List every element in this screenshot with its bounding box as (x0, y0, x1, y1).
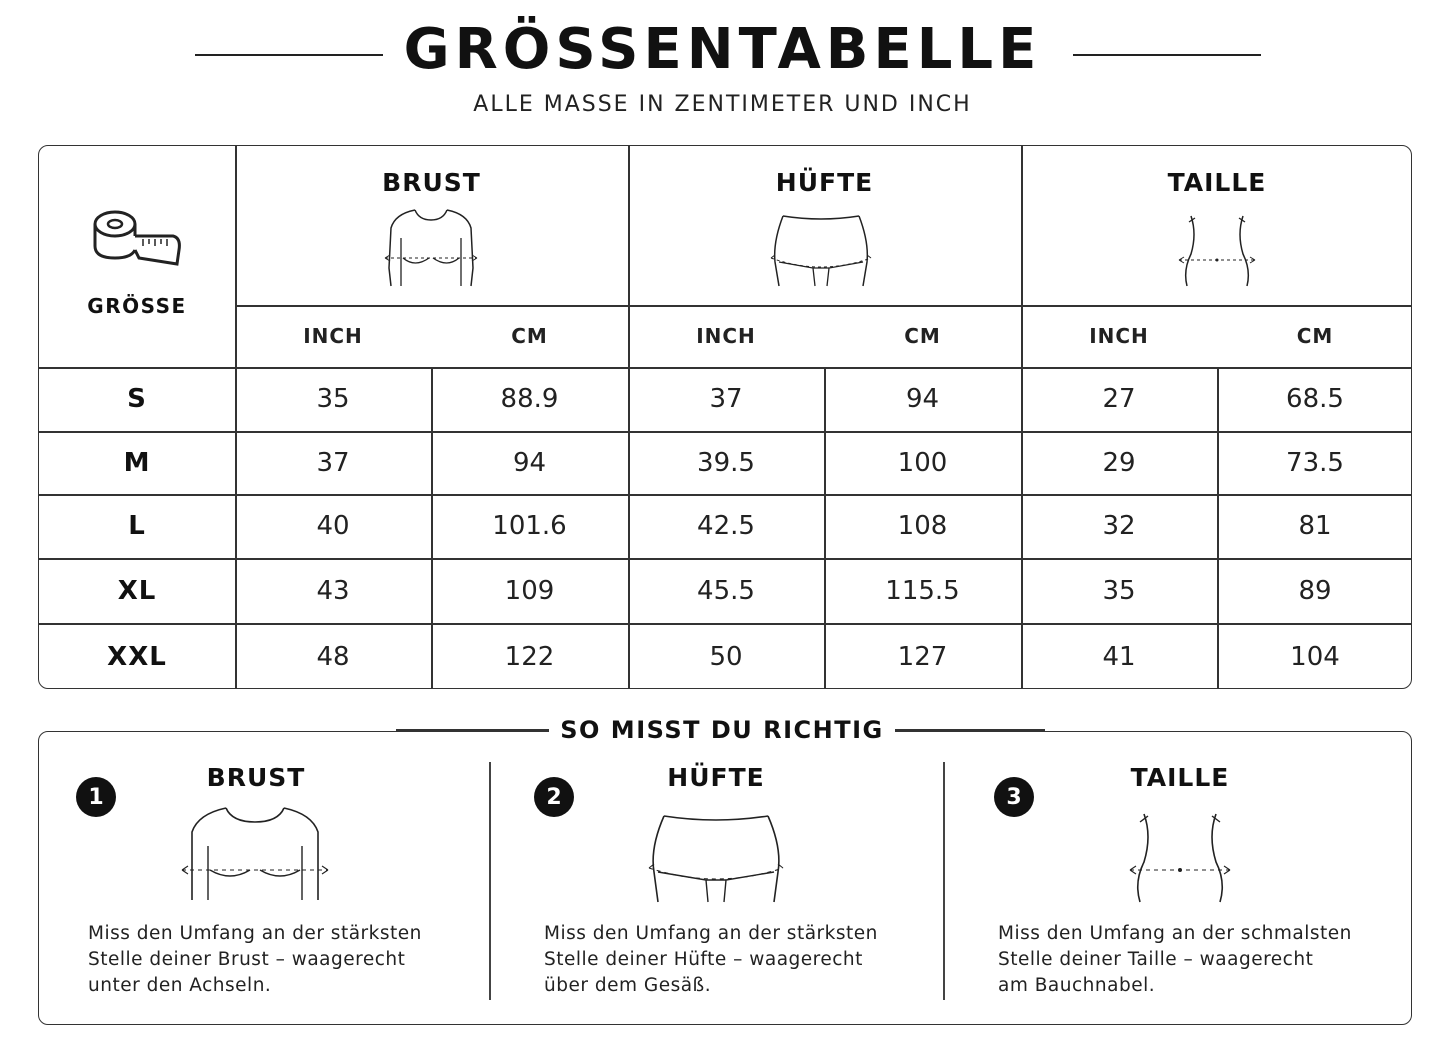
step-line: unter den Achseln. (88, 975, 272, 996)
step-line: Miss den Umfang an der stärksten (544, 923, 878, 944)
title-wrap (0, 18, 1445, 82)
table-cell: 81 (1298, 511, 1332, 541)
table-cell: 109 (504, 575, 555, 606)
group-header-huefte: HÜFTE (775, 168, 874, 197)
page-title: GRÖSSENTABELLE (403, 17, 1042, 82)
table-cell: 41 (1102, 641, 1136, 672)
step-line: Miss den Umfang an der schmalsten (998, 923, 1352, 944)
table-cell: 37 (709, 384, 743, 414)
table-cell: 27 (1102, 384, 1136, 414)
table-cell: 50 (709, 641, 743, 672)
table-cell: 104 (1290, 641, 1340, 672)
table-cell: 127 (897, 641, 948, 672)
table-cell: 43 (316, 575, 350, 606)
unit-header-cm: CM (511, 324, 548, 348)
table-cell: 94 (905, 384, 940, 414)
step-heading-huefte: HÜFTE (667, 763, 765, 792)
chest-icon (385, 208, 477, 288)
howto-title-rule-right (895, 729, 1045, 731)
size-label: L (128, 511, 146, 541)
table-cell: 101.6 (492, 511, 567, 541)
page-subtitle: ALLE MASSE IN ZENTIMETER UND INCH (473, 92, 972, 117)
table-cell: 88.9 (500, 384, 559, 414)
step-heading-brust: BRUST (206, 763, 306, 792)
step-description-brust (88, 921, 422, 999)
unit-header-cm: CM (904, 324, 941, 348)
step-heading-taille: TAILLE (1130, 763, 1230, 792)
waist-icon (1175, 214, 1259, 288)
unit-header-inch: INCH (696, 324, 756, 348)
table-cell: 35 (316, 384, 350, 414)
step-number-badge: 2 (534, 777, 574, 817)
unit-header-inch: INCH (303, 324, 363, 348)
size-table (38, 145, 1412, 689)
waist-icon (1126, 812, 1234, 904)
step-line: Stelle deiner Hüfte – waagerecht (544, 949, 863, 970)
group-header-taille: TAILLE (1167, 168, 1267, 197)
table-cell: 94 (512, 447, 547, 478)
howto-title-rule-left (396, 729, 549, 731)
step-number-badge: 1 (76, 777, 116, 817)
unit-header-cm: CM (1296, 324, 1334, 348)
chest-icon (180, 806, 330, 902)
table-cell: 108 (897, 511, 948, 541)
table-cell: 89 (1298, 575, 1332, 606)
tape-measure-icon (93, 206, 183, 272)
table-cell: 122 (504, 641, 555, 672)
table-cell: 39.5 (697, 447, 755, 478)
table-cell: 68.5 (1286, 384, 1344, 414)
table-cell: 29 (1102, 447, 1136, 478)
table-cell: 37 (316, 447, 350, 478)
howto-divider (489, 762, 491, 1000)
step-line: am Bauchnabel. (998, 975, 1156, 996)
step-description-taille (998, 921, 1352, 999)
size-label: S (127, 384, 147, 414)
step-number-badge: 3 (994, 777, 1034, 817)
step-line: Miss den Umfang an der stärksten (88, 923, 422, 944)
table-cell: 40 (316, 511, 350, 541)
size-label: M (123, 447, 151, 478)
size-column-header: GRÖSSE (87, 294, 187, 318)
table-cell: 48 (316, 641, 350, 672)
unit-header-inch: INCH (1089, 324, 1149, 348)
step-description-huefte (544, 921, 878, 999)
table-cell: 100 (897, 447, 948, 478)
group-header-brust: BRUST (382, 168, 481, 197)
howto-title: SO MISST DU RICHTIG (560, 716, 884, 744)
step-line: Stelle deiner Brust – waagerecht (88, 949, 406, 970)
table-cell: 32 (1102, 511, 1136, 541)
table-cell: 73.5 (1286, 447, 1344, 478)
step-line: Stelle deiner Taille – waagerecht (998, 949, 1314, 970)
table-cell: 45.5 (697, 575, 755, 606)
hip-icon (769, 212, 873, 288)
table-cell: 42.5 (697, 511, 755, 541)
howto-title-wrap (549, 711, 895, 749)
step-line: über dem Gesäß. (544, 975, 712, 996)
table-cell: 35 (1102, 575, 1136, 606)
howto-divider (943, 762, 945, 1000)
table-cell: 115.5 (885, 575, 960, 606)
size-label: XXL (107, 641, 167, 672)
size-label: XL (117, 575, 157, 606)
hip-icon (646, 812, 786, 904)
